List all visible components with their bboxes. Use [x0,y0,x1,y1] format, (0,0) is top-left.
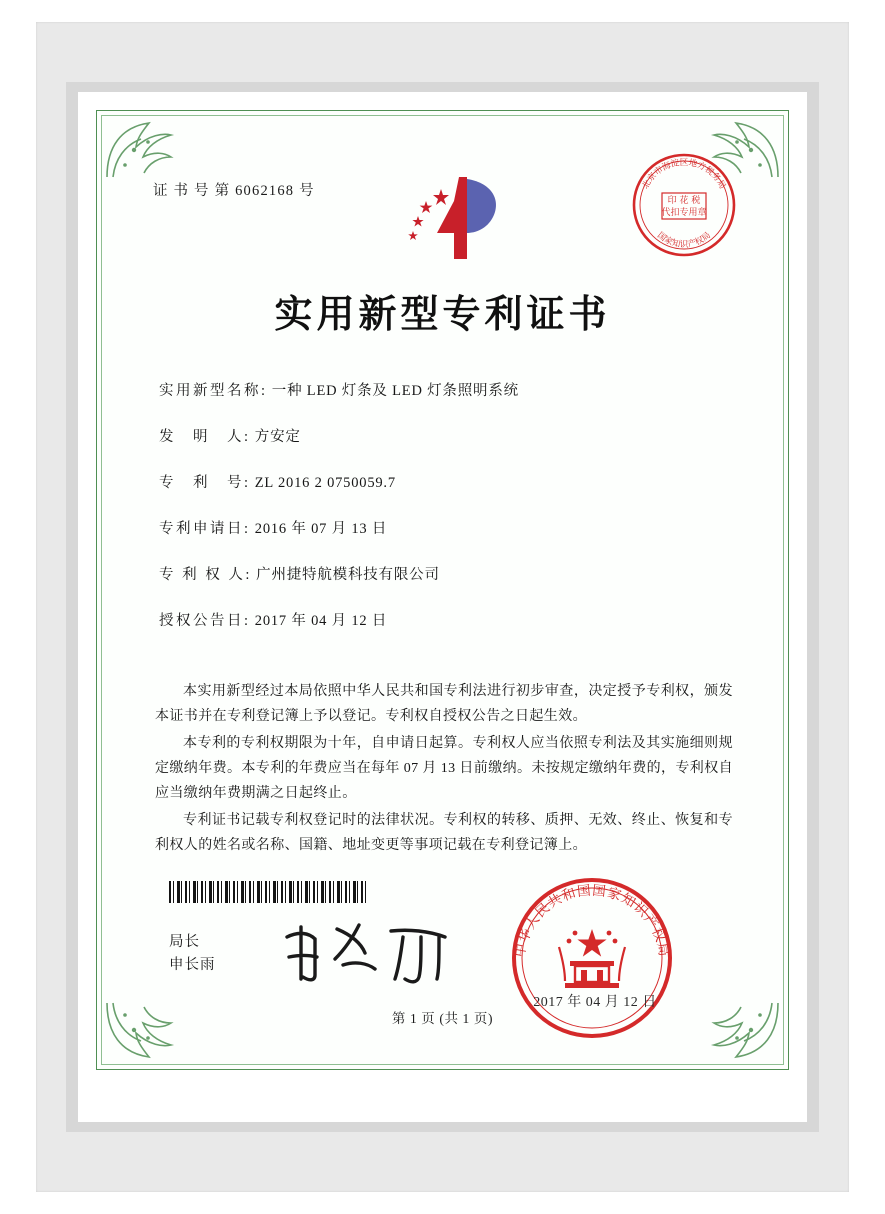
field-utility-model-name [159,379,729,400]
field-label: 授权公告日: [159,613,251,629]
field-label: 专 利 权 人: [159,567,252,583]
field-value: ZL 2016 2 0750059.7 [254,475,396,491]
field-value: 2016 年 07 月 13 日 [254,521,388,537]
field-label: 专利申请日: [159,521,251,537]
svg-text:北京市海淀区地方税务局: 北京市海淀区地方税务局 [640,158,728,191]
legal-text-body [155,679,733,860]
seal-date: 2017 年 04 月 12 日 [533,995,657,1010]
field-patent-number [159,471,729,492]
director-title-label: 局长 [169,934,200,950]
tax-stamp-seal [628,149,740,261]
field-label: 实用新型名称: [159,383,268,399]
field-value: 方安定 [254,429,301,445]
page-title: 实用新型专利证书 [274,291,611,336]
paragraph-grant: 本实用新型经过本局依照中华人民共和国专利法进行初步审查，决定授予专利权，颁发本证书并在专利登记簿上予以登记。专利权自授权公告之日起生效。 [155,684,733,724]
field-label: 发 明 人: [159,429,251,445]
director-name-label: 申长雨 [169,957,216,973]
paragraph-register: 专利证书记载专利权登记时的法律状况。专利权的转移、质押、无效、终止、恢复和专利权人的姓名或名称、国籍、地址变更等事项记载在专利登记簿上。 [155,813,733,853]
page-footer: 第 1 页 (共 1 页) [391,1011,494,1026]
svg-text:中华人民共和国国家知识产权局: 中华人民共和国国家知识产权局 [512,882,672,959]
certificate-fields [159,379,729,655]
corner-ornament-icon [103,117,175,181]
cnipa-logo-icon [397,171,527,267]
barcode [169,881,367,903]
field-value: 一种 LED 灯条及 LED 灯条照明系统 [271,383,519,399]
svg-text:代扣专用章: 代扣专用章 [661,208,707,218]
handwritten-signature-icon [275,911,475,989]
certificate-number: 证 书 号 第 6062168 号 [153,183,315,199]
svg-text:印 花 税: 印 花 税 [667,196,701,206]
patent-certificate [96,110,789,1070]
field-value: 2017 年 04 月 12 日 [254,613,388,629]
field-application-date [159,517,729,538]
field-value: 广州捷特航模科技有限公司 [256,567,440,583]
field-inventor [159,425,729,446]
field-label: 专 利 号: [159,475,251,491]
svg-text:国家知识产权局: 国家知识产权局 [655,230,713,250]
signature-labels [169,931,216,977]
paragraph-term-and-fees: 本专利的专利权期限为十年，自申请日起算。专利权人应当依照专利法及其实施细则规定缴纳年费。本专利的年费应当在每年 07 月 13 日前缴纳。未按规定缴纳年费的，专利权自应当缴纳年费期满之日起终止。 [155,736,733,801]
field-patentee [159,563,729,584]
field-grant-announcement-date [159,609,729,630]
